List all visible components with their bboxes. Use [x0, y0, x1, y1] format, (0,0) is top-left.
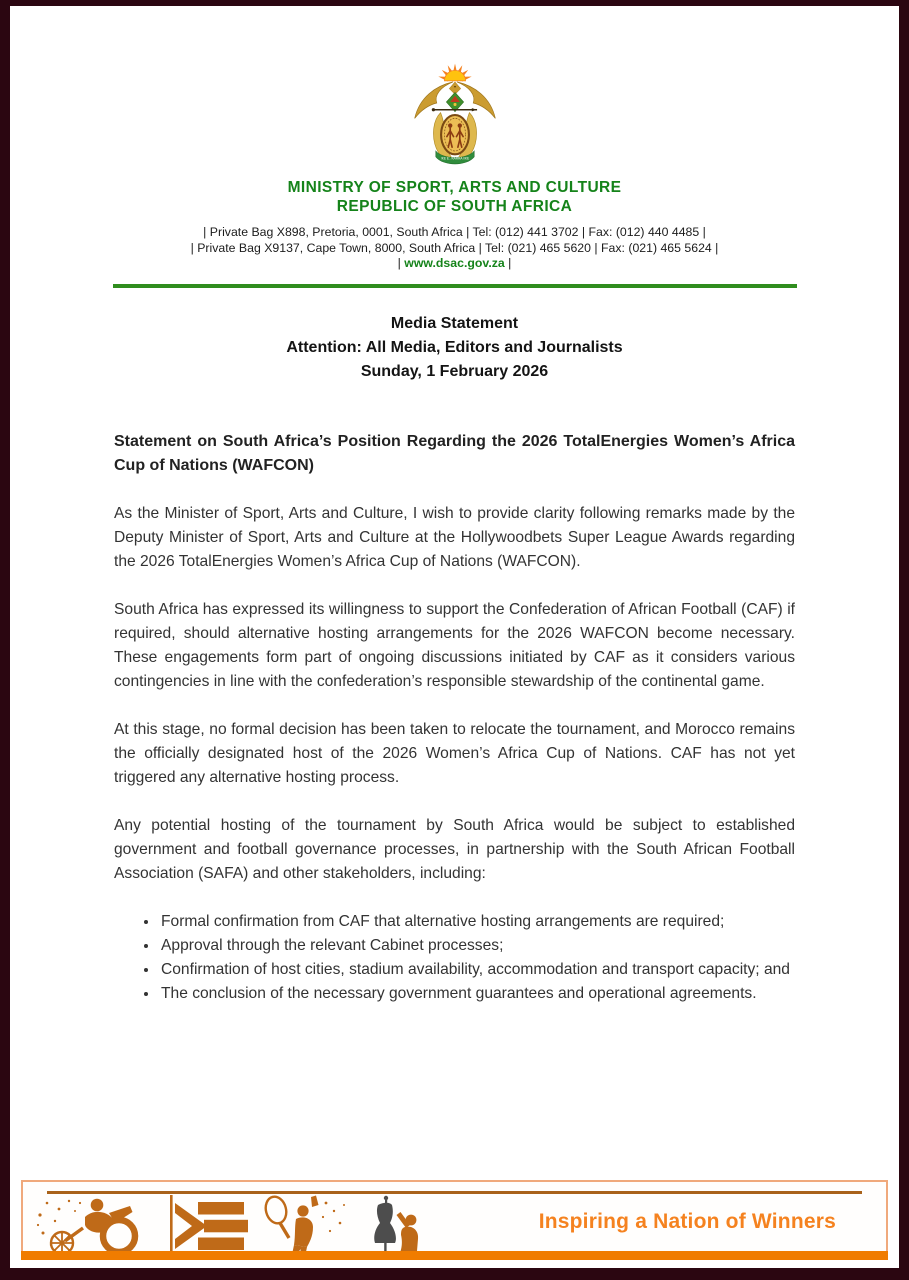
- list-item-4: • The conclusion of the necessary government guarantees and operational agreements.: [159, 982, 795, 1006]
- list-item-2: • Approval through the relevant Cabinet processes;: [159, 934, 795, 958]
- statement-heading: Statement on South Africa’s Position Regarding the 2026 TotalEnergies Women’s Africa Cup of Nations (WAFCON): [114, 432, 795, 474]
- footer-bottom-bar: [21, 1251, 888, 1260]
- website-url: www.dsac.gov.za: [404, 256, 505, 270]
- contact-line-pretoria: | Private Bag X898, Pretoria, 0001, South Africa | Tel: (012) 441 3702 | Fax: (012) 440 4485 |: [203, 225, 706, 239]
- website-suffix: |: [504, 256, 512, 270]
- document-page: [10, 6, 899, 1268]
- south-africa-flag-icon: [168, 1195, 248, 1257]
- seamstress-icon: [356, 1195, 438, 1257]
- footer-icons: [35, 1195, 438, 1257]
- header-divider: [113, 284, 797, 288]
- wheelchair-racer-icon: [35, 1195, 160, 1257]
- meta-date: Sunday, 1 February 2026: [360, 362, 549, 380]
- republic-title: REPUBLIC OF SOUTH AFRICA: [336, 198, 573, 215]
- letterhead: [10, 6, 899, 288]
- footer-banner: [21, 1180, 888, 1260]
- south-africa-coat-of-arms-icon: [407, 60, 503, 170]
- ministry-title: MINISTRY OF SPORT, ARTS AND CULTURE: [287, 179, 622, 196]
- list-item-3: • Confirmation of host cities, stadium availability, accommodation and transport capacity; and: [159, 958, 795, 982]
- slogan: Inspiring a Nation of Winners: [538, 1210, 836, 1233]
- motto-text: !KE E: /XARRA //KE: [440, 156, 469, 161]
- meta-type: Media Statement: [390, 314, 519, 332]
- footer-divider: [47, 1191, 862, 1194]
- meta-attention: Attention: All Media, Editors and Journalists: [286, 338, 623, 356]
- list-item-1: • Formal confirmation from CAF that alternative hosting arrangements are required;: [159, 910, 795, 934]
- statement-body: [114, 430, 795, 1006]
- paragraph-2: South Africa has expressed its willingness to support the Confederation of African Football (CAF) if required, should alternative hosting arrangements for the 2026 WAFCON become necessary. These engagements form part of ongoing discussions initiated by CAF as it considers various contingencies in line with the confederation’s responsible stewardship of the continental game.: [114, 600, 795, 690]
- conditions-list: [114, 910, 795, 1006]
- website-line: [10, 256, 899, 272]
- statement-meta: [10, 312, 899, 384]
- paragraph-4: Any potential hosting of the tournament by South Africa would be subject to established government and football governance processes, in partnership with the South African Football Association (SAFA) and other stakeholders, including:: [114, 816, 795, 882]
- paragraph-1: As the Minister of Sport, Arts and Culture, I wish to provide clarity following remarks made by the Deputy Minister of Sport, Arts and Culture at the Hollywoodbets Super League Awards regarding the 2026 TotalEnergies Women’s Africa Cup of Nations (WAFCON).: [114, 504, 795, 570]
- paragraph-3: At this stage, no formal decision has been taken to relocate the tournament, and Morocco remains the officially designated host of the 2026 Women’s Africa Cup of Nations. CAF has not yet triggered any alternative hosting process.: [114, 720, 795, 786]
- contact-block: [10, 225, 899, 272]
- website-prefix: |: [397, 256, 405, 270]
- contact-line-capetown: | Private Bag X9137, Cape Town, 8000, South Africa | Tel: (021) 465 5620 | Fax: (021) 465 5624 |: [190, 240, 719, 255]
- tennis-player-icon: [256, 1195, 348, 1257]
